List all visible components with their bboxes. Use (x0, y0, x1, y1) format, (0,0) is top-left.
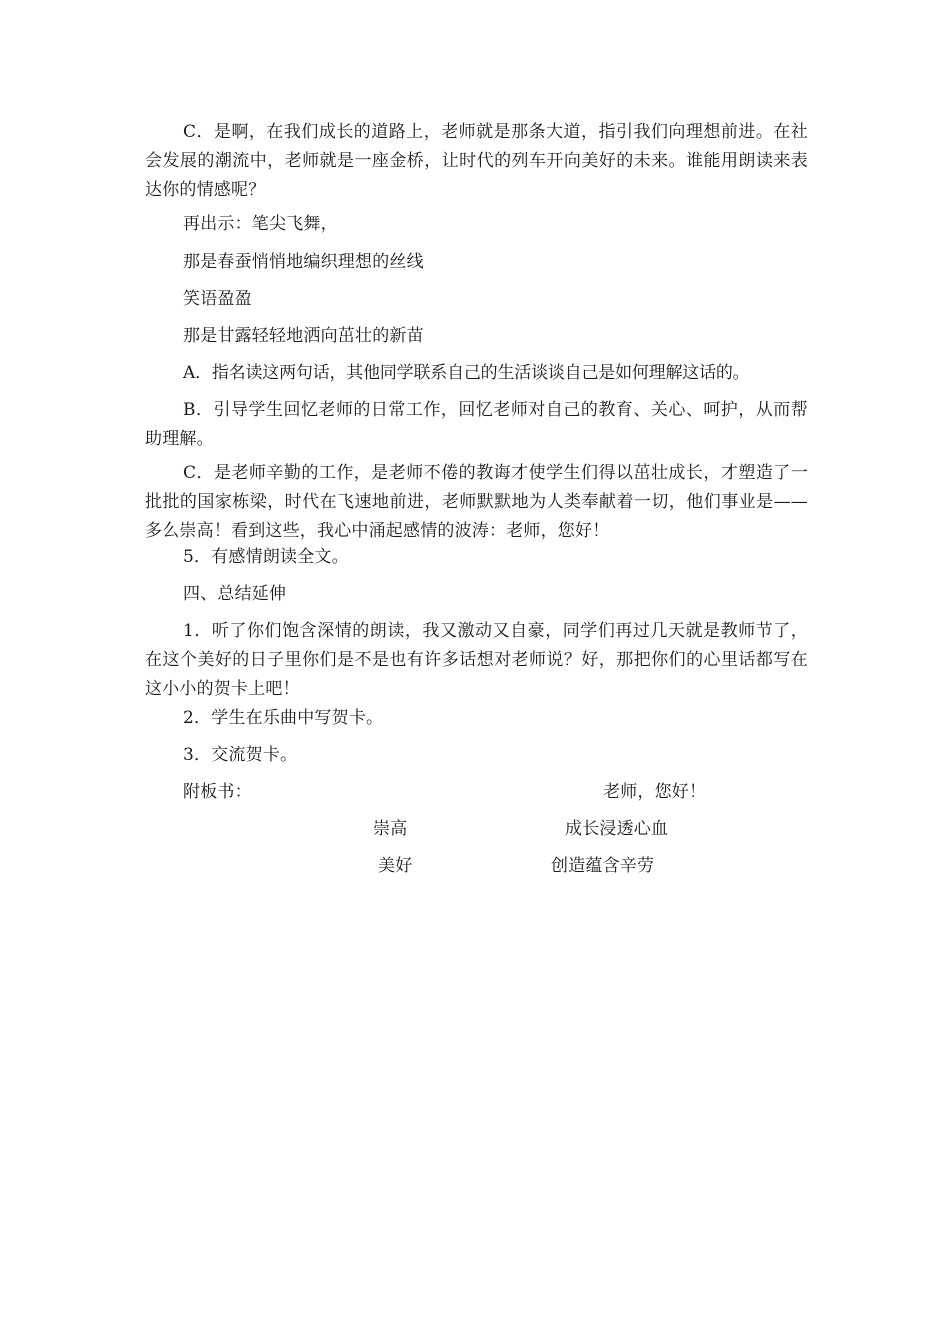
board-title: 老师，您好！ (603, 782, 707, 802)
board-label: 附板书： (183, 782, 252, 802)
paragraph-2-write-card: 2．学生在乐曲中写贺卡。 (183, 708, 384, 728)
board-left-1: 崇高 (373, 819, 408, 839)
board-right-2: 创造蕴含辛劳 (551, 856, 655, 876)
paragraph-b-recall: B．引导学生回忆老师的日常工作，回忆老师对自己的教育、关心、呵护，从而帮助理解。 (145, 400, 808, 449)
poem-line-smile: 笑语盈盈 (183, 289, 252, 309)
paragraph-1-teachers-day: 1．听了你们饱含深情的朗读，我又激动又自豪，同学们再过几天就是教师节了，在这个美好的日子里你们是不是也有许多话想对老师说？好，那把你们的心里话都写在这小小的贺卡上吧！ (145, 621, 808, 699)
paragraph-c-teacher-road: C．是啊，在我们成长的道路上，老师就是那条大道，指引我们向理想前进。在社会发展的潮流中，老师就是一座金桥，让时代的列车开向美好的未来。谁能用朗读来表达你的情感呢？ (145, 122, 808, 200)
board-left-2: 美好 (378, 856, 413, 876)
section-heading-summary: 四、总结延伸 (183, 584, 287, 604)
paragraph-c-hard-work: C．是老师辛勤的工作，是老师不倦的教诲才使学生们得以茁壮成长，才塑造了一批批的国家栋梁，时代在飞速地前进，老师默默地为人类奉献着一切，他们事业是——多么崇高！看到这些，我心中涌起感情的波涛：老师，您好！ (145, 463, 808, 541)
paragraph-5-read-aloud: 5．有感情朗读全文。 (183, 547, 349, 567)
paragraph-a-read: A．指名读这两句话，其他同学联系自己的生活谈谈自己是如何理解这话的。 (183, 363, 750, 383)
poem-line-silkworm: 那是春蚕悄悄地编织理想的丝线 (183, 252, 424, 272)
paragraph-3-exchange-card: 3．交流贺卡。 (183, 745, 298, 765)
paragraph-show-again: 再出示：笔尖飞舞， (183, 214, 338, 234)
board-right-1: 成长浸透心血 (565, 819, 669, 839)
poem-line-dew: 那是甘露轻轻地洒向茁壮的新苗 (183, 326, 424, 346)
